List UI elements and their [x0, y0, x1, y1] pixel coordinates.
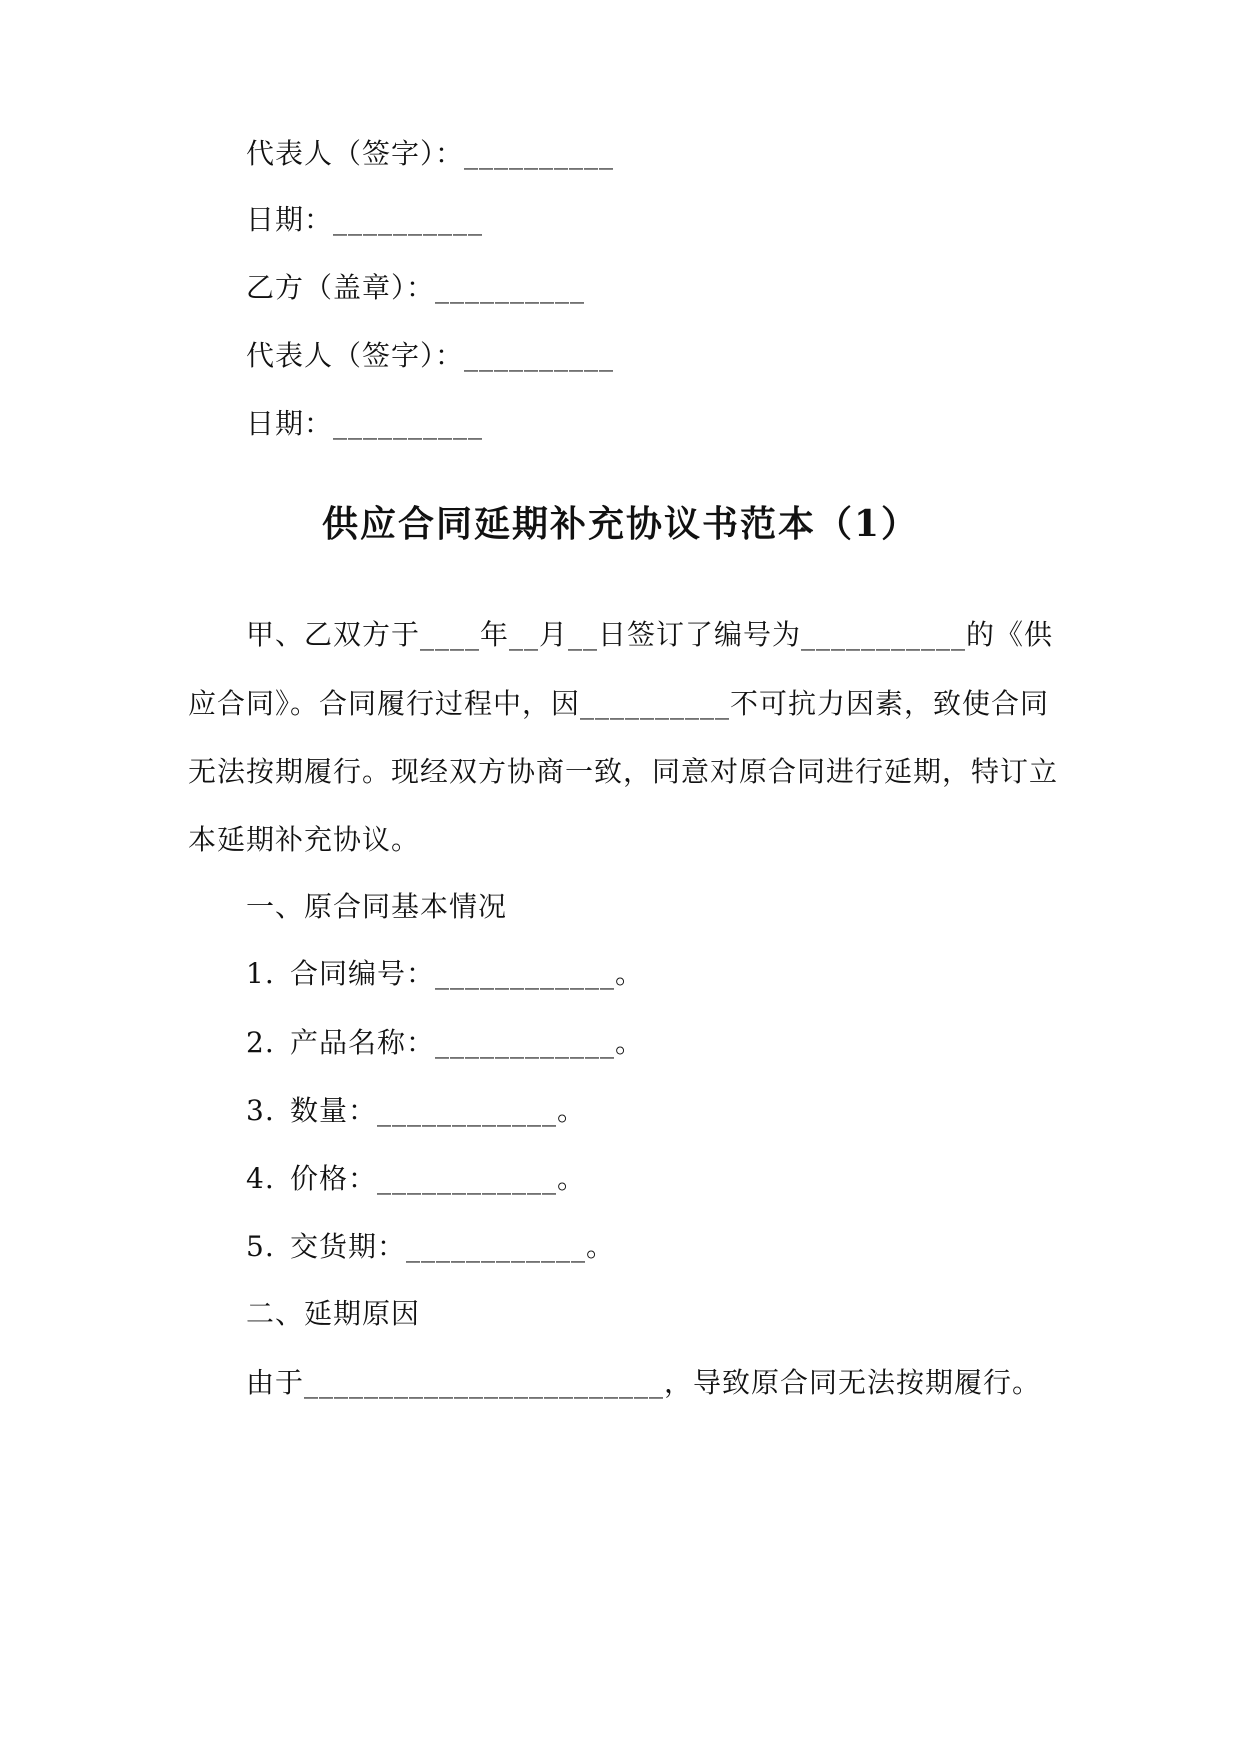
list-item-number: 1.: [246, 957, 275, 990]
list-item: [246, 1229, 615, 1265]
intro-paragraph-line: 无法按期履行。现经双方协商一致，同意对原合同进行延期，特订立: [188, 755, 1059, 788]
list-item-text: 交货期：____________。: [290, 1230, 616, 1263]
section-heading: 二、延期原因: [246, 1297, 421, 1330]
list-item-text: 价格：____________。: [290, 1162, 587, 1195]
list-item-text: 产品名称：____________。: [290, 1026, 645, 1059]
intro-paragraph-line: 本延期补充协议。: [188, 823, 421, 856]
date-line: 日期：__________: [246, 407, 484, 440]
list-item-number: 3.: [246, 1094, 275, 1127]
intro-paragraph-line: 甲、乙双方于____年__月__日签订了编号为___________的《供: [246, 618, 1054, 651]
list-item: [246, 956, 644, 992]
representative-signature-line: 代表人（签字）：__________: [246, 339, 615, 372]
representative-signature-line: 代表人（签字）：__________: [246, 137, 615, 170]
list-item-number: 5.: [246, 1230, 275, 1263]
section-heading: 一、原合同基本情况: [246, 890, 508, 923]
list-item: [246, 1161, 586, 1197]
document-title: 供应合同延期补充协议书范本（1）: [321, 503, 920, 545]
list-item-number: 4.: [246, 1162, 275, 1195]
intro-paragraph-line: 应合同》。合同履行过程中，因__________不可抗力因素，致使合同: [188, 687, 1050, 720]
list-item-text: 合同编号：____________。: [290, 957, 645, 990]
list-item-number: 2.: [246, 1026, 275, 1059]
list-item: [246, 1093, 586, 1129]
section-body-text: 由于________________________，导致原合同无法按期履行。: [246, 1366, 1042, 1399]
list-item-text: 数量：____________。: [290, 1094, 587, 1127]
party-b-seal-line: 乙方（盖章）：__________: [246, 271, 586, 304]
list-item: [246, 1025, 644, 1061]
date-line: 日期：__________: [246, 203, 484, 236]
